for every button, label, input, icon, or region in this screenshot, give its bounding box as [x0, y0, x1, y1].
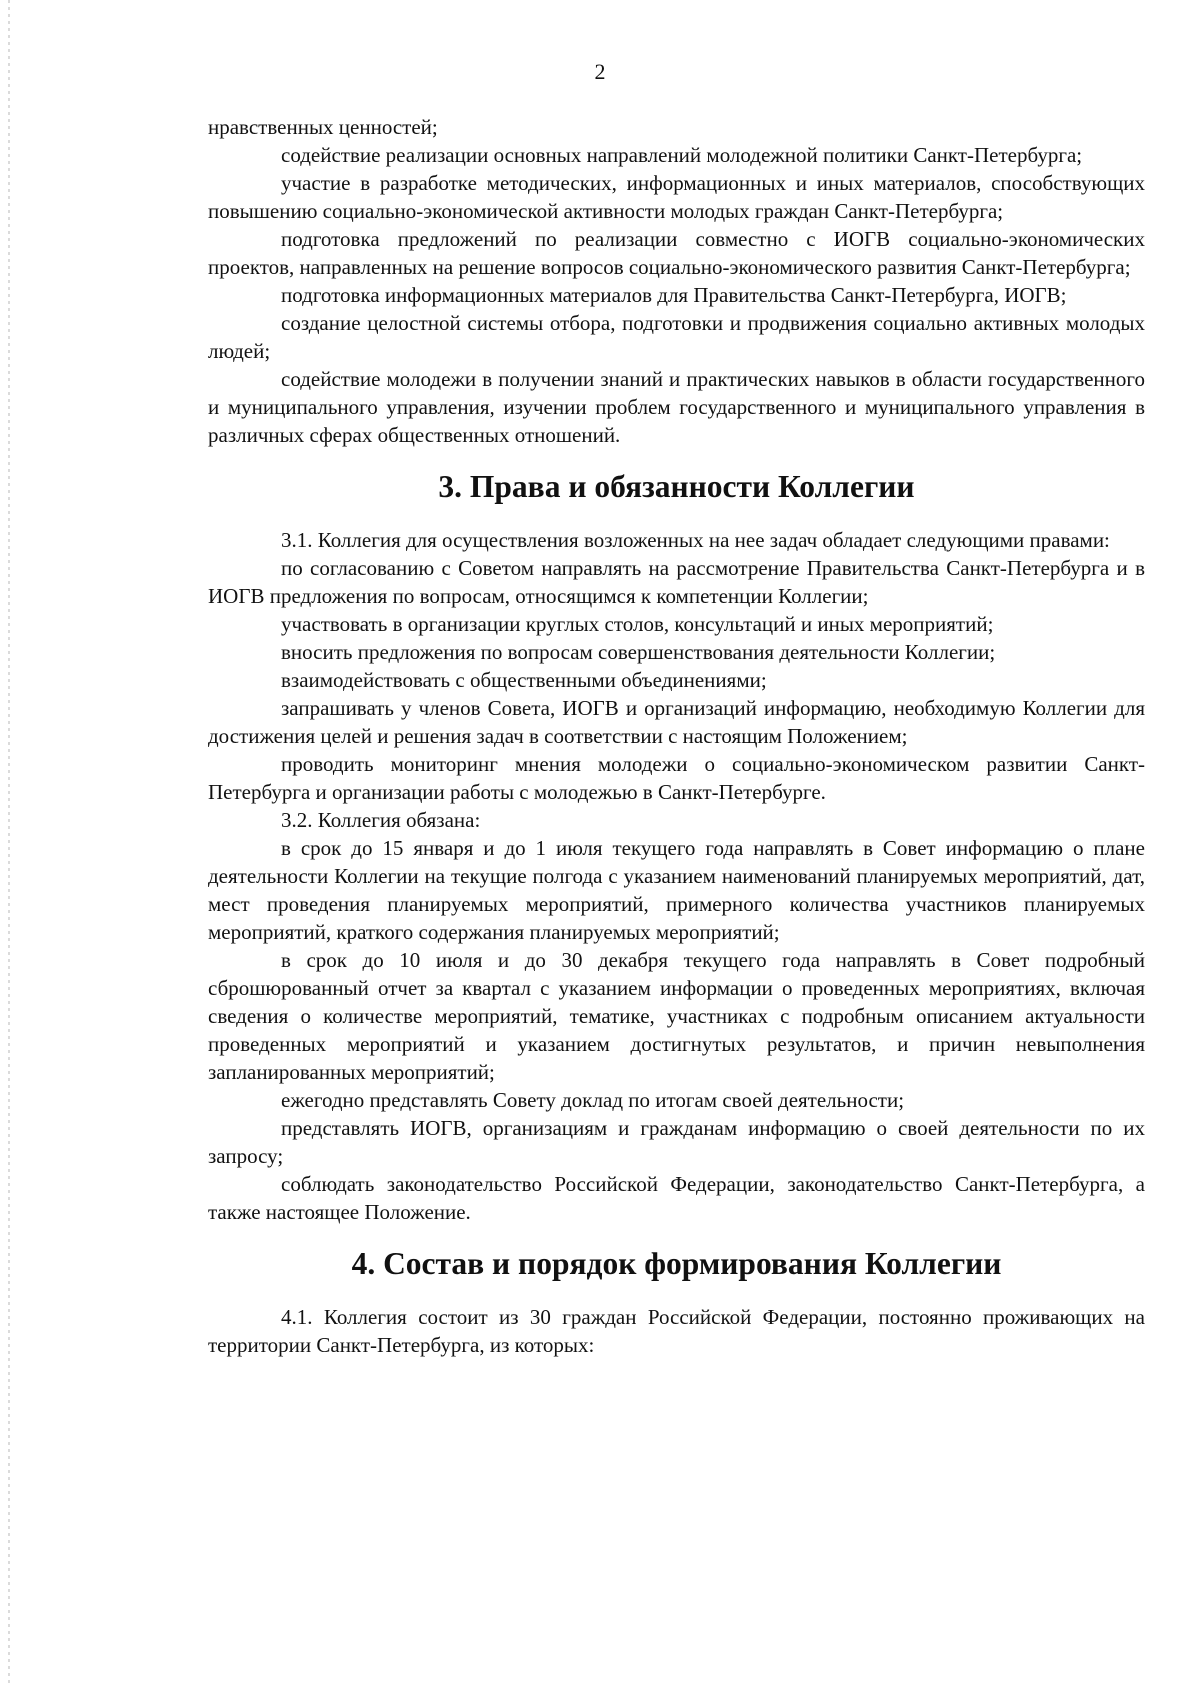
paragraph: в срок до 10 июля и до 30 декабря текущего года направлять в Совет подробный сброшюрованный отчет за квартал с указанием информации о проведенных мероприятиях, включая сведения о количестве мероприятий, тематике, участниках с подробным описанием актуальности проведенных мероприятий и указанием достигнутых результатов, и причин невыполнения запланированных мероприятий; [208, 948, 1145, 1084]
paragraph: нравственных ценностей; [208, 115, 438, 139]
paragraph: содействие молодежи в получении знаний и практических навыков в области государственного и муниципального управления, изучении проблем государственного и муниципального управления в различных сферах общественных отношений. [208, 367, 1145, 447]
paragraph: взаимодействовать с общественными объединениями; [281, 668, 767, 692]
paragraph: 4.1. Коллегия состоит из 30 граждан Российской Федерации, постоянно проживающих на территории Санкт-Петербурга, из которых: [208, 1305, 1145, 1357]
paragraph: вносить предложения по вопросам совершенствования деятельности Коллегии; [281, 640, 996, 664]
paragraph: 3.1. Коллегия для осуществления возложенных на нее задач обладает следующими правами: [281, 528, 1110, 552]
paragraph: в срок до 15 января и до 1 июля текущего года направлять в Совет информацию о плане деятельности Коллегии на текущие полгода с указанием наименований планируемых мероприятий, дат, мест проведения планируемых мероприятий, примерного количества участников планируемых мероприятий, краткого содержания планируемых мероприятий; [208, 836, 1145, 944]
paragraph: участвовать в организации круглых столов, консультаций и иных мероприятий; [281, 612, 994, 636]
paragraph: подготовка предложений по реализации совместно с ИОГВ социально-экономических проектов, направленных на решение вопросов социально-экономического развития Санкт-Петербурга; [208, 227, 1145, 279]
paragraph: запрашивать у членов Совета, ИОГВ и организаций информацию, необходимую Коллегии для достижения целей и решения задач в соответствии с настоящим Положением; [208, 696, 1145, 748]
paragraph: соблюдать законодательство Российской Федерации, законодательство Санкт-Петербурга, а также настоящее Положение. [208, 1172, 1145, 1224]
paragraph: подготовка информационных материалов для Правительства Санкт-Петербурга, ИОГВ; [281, 283, 1067, 307]
document-body [208, 113, 1145, 1359]
page-number: 2 [594, 59, 606, 84]
paragraph: ежегодно представлять Совету доклад по итогам своей деятельности; [281, 1088, 905, 1112]
scan-edge-artifact [8, 0, 10, 1685]
section-heading: 4. Состав и порядок формирования Коллегии [351, 1246, 1002, 1281]
paragraph: создание целостной системы отбора, подготовки и продвижения социально активных молодых людей; [208, 311, 1145, 363]
section-heading: 3. Права и обязанности Коллегии [438, 469, 915, 504]
paragraph: представлять ИОГВ, организациям и гражданам информацию о своей деятельности по их запросу; [208, 1116, 1145, 1168]
paragraph: по согласованию с Советом направлять на рассмотрение Правительства Санкт-Петербурга и в ИОГВ предложения по вопросам, относящимся к компетенции Коллегии; [208, 556, 1145, 608]
paragraph: содействие реализации основных направлений молодежной политики Санкт-Петербурга; [281, 143, 1083, 167]
paragraph: участие в разработке методических, информационных и иных материалов, способствующих повышению социально-экономической активности молодых граждан Санкт-Петербурга; [208, 171, 1145, 223]
paragraph: 3.2. Коллегия обязана: [281, 808, 481, 832]
paragraph: проводить мониторинг мнения молодежи о социально-экономическом развитии Санкт-Петербурга и организации работы с молодежью в Санкт-Петербурге. [208, 752, 1145, 804]
